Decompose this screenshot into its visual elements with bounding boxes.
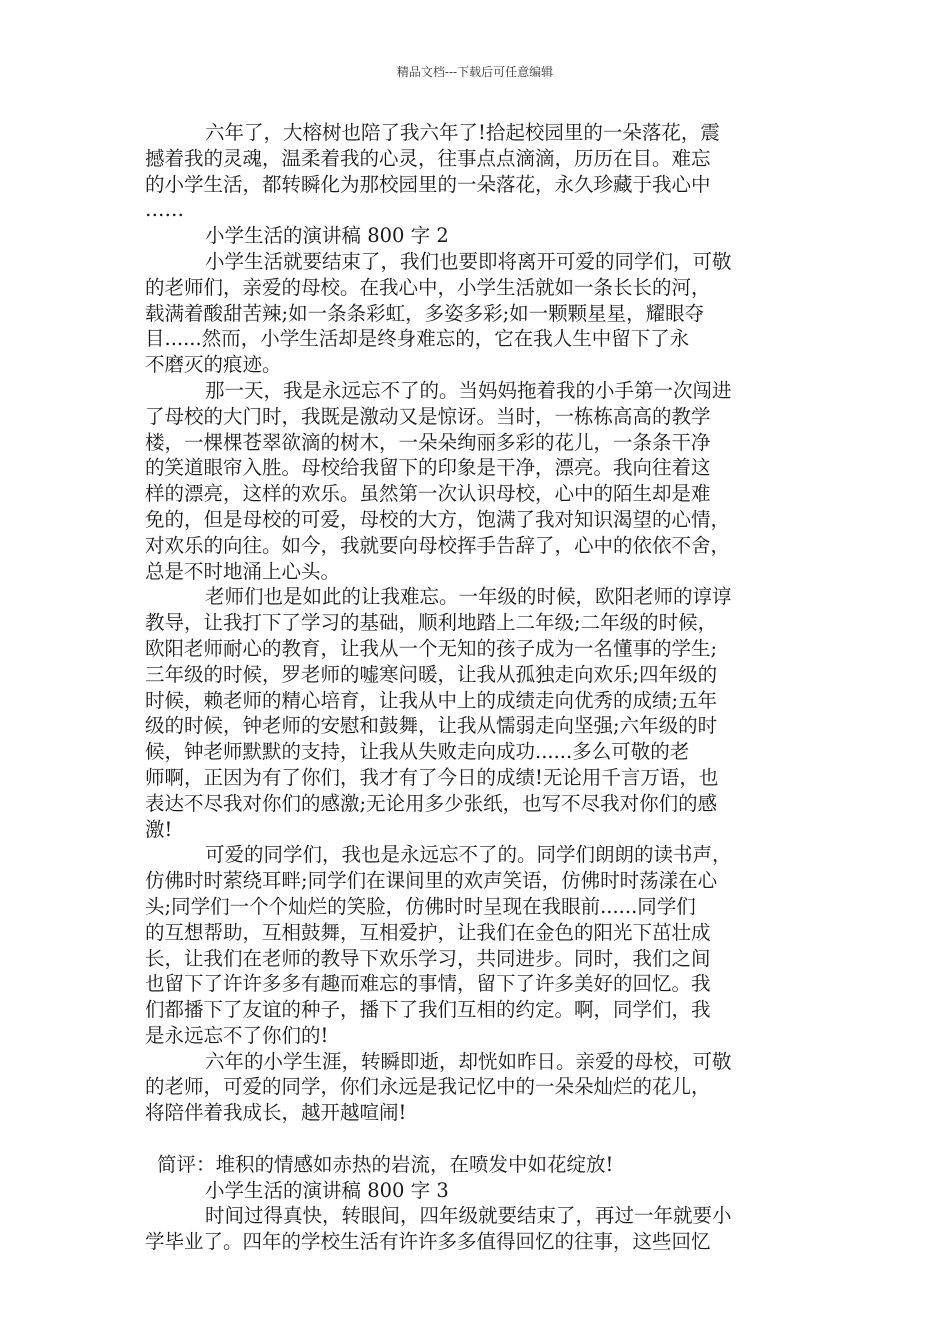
text-line: 是永远忘不了你们的! (145, 1023, 329, 1047)
section-heading: 小学生活的演讲稿 800 字 3 (205, 1178, 449, 1202)
text-line: 级的时候，钟老师的安慰和鼓舞，让我从懦弱走向坚强;六年级的时 (145, 714, 718, 738)
text-line: 仿佛时时萦绕耳畔;同学们在课间里的欢声笑语，仿佛时时荡漾在心 (145, 869, 718, 893)
text-line: 教导，让我打下了学习的基础，顺利地踏上二年级;二年级的时候， (145, 611, 718, 635)
text-line: 师啊，正因为有了你们，我才有了今日的成绩!无论用千言万语，也 (145, 765, 719, 789)
text-line: 候，钟老师默默的支持，让我从失败走向成功......多么可敬的老 (145, 740, 690, 764)
text-line: 们都播下了友谊的种子，播下了我们互相的约定。啊，同学们，我 (145, 998, 711, 1022)
text-line: 的笑道眼帘入胜。母校给我留下的印象是干净，漂亮。我向往着这 (145, 456, 711, 480)
text-line: 载满着酸甜苦辣;如一条条彩虹，多姿多彩;如一颗颗星星，耀眼夺 (145, 301, 705, 325)
text-line: …… (145, 198, 184, 222)
text-line: 三年级的时候，罗老师的嘘寒问暖，让我从孤独走向欢乐;四年级的 (145, 662, 718, 686)
document-body (145, 120, 815, 1255)
text-line: 免的，但是母校的可爱，母校的大方，饱满了我对知识渴望的心情， (145, 507, 731, 531)
paragraph-first-day (145, 378, 815, 584)
text-line: 可爱的同学们，我也是永远忘不了的。同学们朗朗的读书声， (205, 843, 732, 867)
text-line: 激! (145, 817, 173, 841)
paragraph-section-3 (145, 1203, 815, 1255)
text-line: 将陪伴着我成长，越开越喧闹! (145, 1101, 407, 1125)
text-line: 不磨灭的痕迹。 (145, 353, 282, 377)
text-line: 也留下了许许多多有趣而难忘的事情，留下了许多美好的回忆。我 (145, 972, 711, 996)
text-line: 六年了，大榕树也陪了我六年了!拾起校园里的一朵落花，震 (205, 121, 720, 144)
text-line: 目......然而，小学生活却是终身难忘的，它在我人生中留下了永 (145, 327, 690, 351)
text-line: 头;同学们一个个灿烂的笑脸，仿佛时时呈现在我眼前......同学们 (145, 894, 696, 918)
section-heading-3 (145, 1178, 815, 1204)
text-line: 时间过得真快，转眼间，四年级就要结束了，再过一年就要小 (205, 1204, 732, 1228)
text-line: 学毕业了。四年的学校生活有许许多多值得回忆的往事，这些回忆 (145, 1230, 711, 1254)
text-line: 撼着我的灵魂，温柔着我的心灵，往事点点滴滴，历历在目。难忘 (145, 146, 711, 170)
paragraph-teachers (145, 584, 815, 842)
text-line: 的老师们，亲爱的母校。在我心中，小学生活就如一条长长的河， (145, 275, 711, 299)
text-line: 欧阳老师耐心的教育，让我从一个无知的孩子成为一名懂事的学生; (145, 636, 718, 660)
page-header: 精品文档---下载后可任意编辑 (396, 65, 554, 79)
text-line: 了母校的大门时，我既是激动又是惊讶。当时，一栋栋高高的教学 (145, 404, 711, 428)
text-line: 长，让我们在老师的教导下欢乐学习，共同进步。同时，我们之间 (145, 946, 711, 970)
paragraph-closing (145, 1049, 815, 1126)
text-line: 的互想帮助，互相鼓舞，互相爱护，让我们在金色的阳光下茁壮成 (145, 920, 711, 944)
text-line: 总是不时地涌上心头。 (145, 559, 341, 583)
comment-line: 简评：堆积的情感如赤热的岩流，在喷发中如花绽放! (157, 1152, 614, 1176)
blank-line (145, 1126, 815, 1152)
text-line: 小学生活就要结束了，我们也要即将离开可爱的同学们，可敬 (205, 249, 732, 273)
paragraph-opening (145, 249, 815, 378)
text-line: 老师们也是如此的让我难忘。一年级的时候，欧阳老师的谆谆 (205, 585, 732, 609)
text-line: 楼，一棵棵苍翠欲滴的树木，一朵朵绚丽多彩的花儿，一条条干净 (145, 430, 711, 454)
paragraph-intro (145, 120, 815, 223)
text-line: 六年的小学生涯，转瞬即逝，却恍如昨日。亲爱的母校，可敬 (205, 1049, 732, 1073)
text-line: 时候，赖老师的精心培育，让我从中上的成绩走向优秀的成绩;五年 (145, 688, 718, 712)
section-heading: 小学生活的演讲稿 800 字 2 (205, 224, 449, 248)
section-heading-2 (145, 223, 815, 249)
text-line: 的小学生活，都转瞬化为那校园里的一朵落花，永久珍藏于我心中 (145, 172, 711, 196)
paragraph-classmates (145, 842, 815, 1048)
text-line: 表达不尽我对你们的感激;无论用多少张纸，也写不尽我对你们的感 (145, 791, 718, 815)
comment-block (145, 1152, 815, 1178)
text-line: 对欢乐的向往。如今，我就要向母校挥手告辞了，心中的依依不舍， (145, 533, 731, 557)
text-line: 的老师，可爱的同学，你们永远是我记忆中的一朵朵灿烂的花儿， (145, 1075, 711, 1099)
text-line: 那一天，我是永远忘不了的。当妈妈拖着我的小手第一次闯进 (205, 378, 732, 402)
text-line: 样的漂亮，这样的欢乐。虽然第一次认识母校，心中的陌生却是难 (145, 482, 711, 506)
